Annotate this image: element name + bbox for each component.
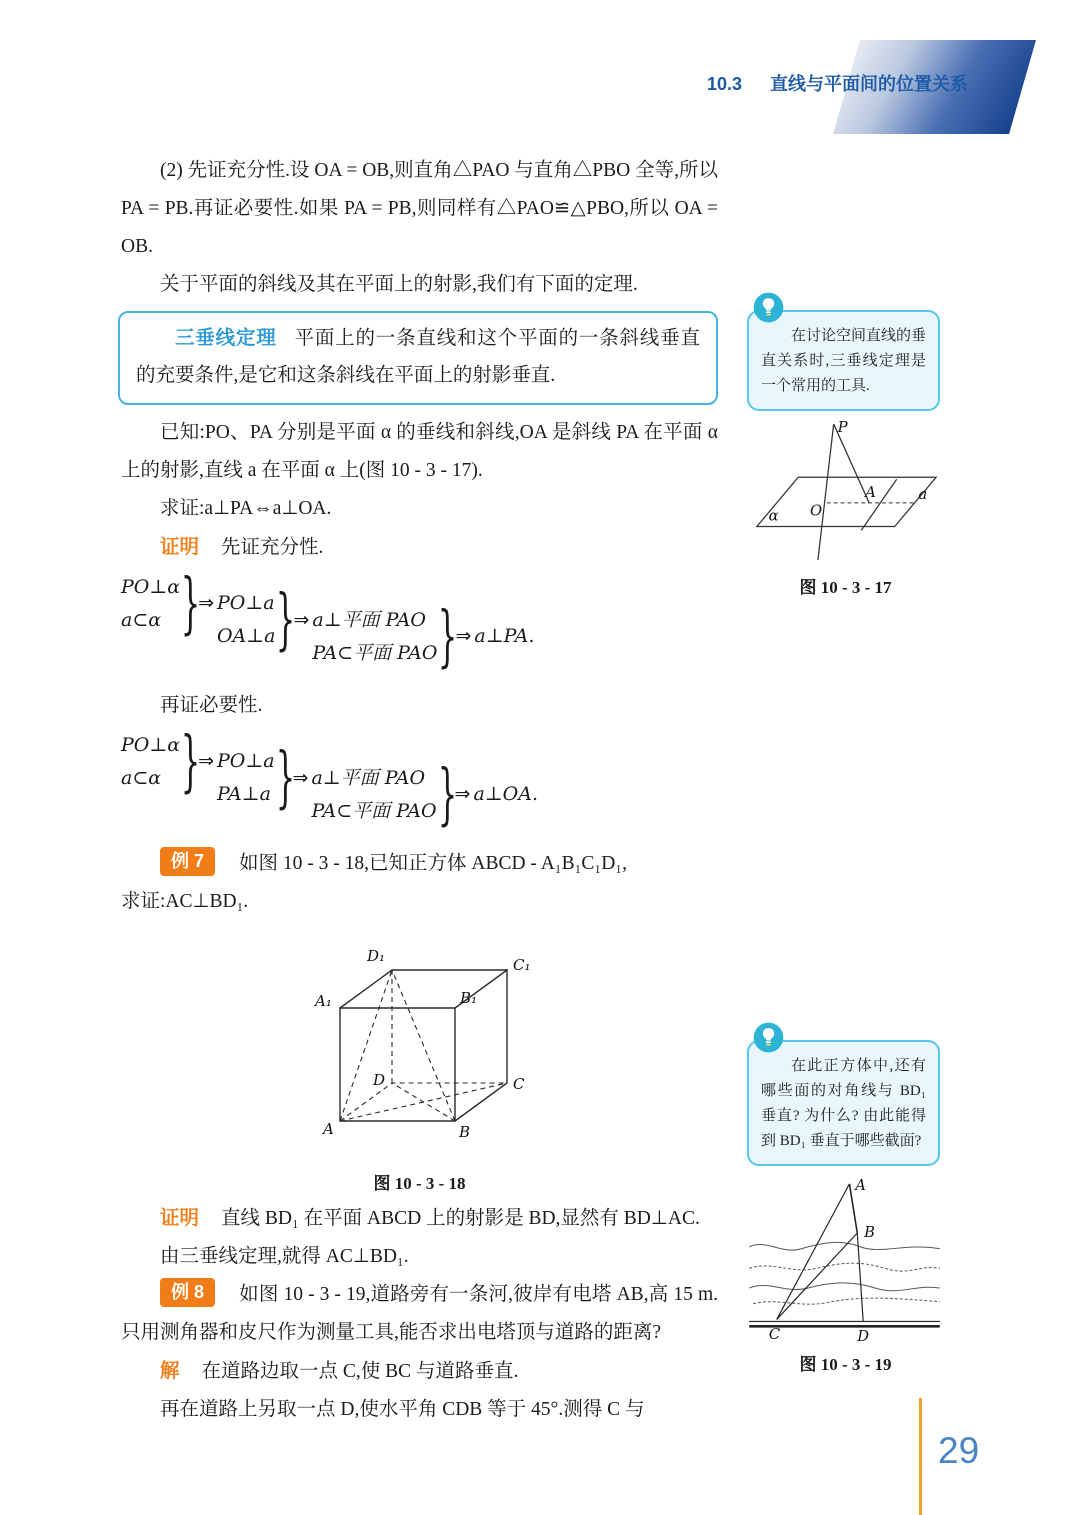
vertex-label-C: C <box>512 1075 524 1093</box>
callout-text: 在此正方体中,还有哪些面的对角线与 BD₁ 垂直? 为什么? 由此能得到 BD₁ 垂直于哪些截面? <box>761 1058 926 1149</box>
section-title: 直线与平面间的位置关系 <box>770 74 968 94</box>
implies-arrow: ⇒ <box>293 609 310 631</box>
sufficiency-text: 先证充分性. <box>221 537 324 558</box>
implies-arrow: ⇒ <box>292 767 309 789</box>
cube-hidden-edges-and-diagonals <box>340 970 507 1121</box>
plane-and-lines <box>757 424 936 560</box>
implies-arrow: ⇒ <box>198 592 214 614</box>
example8 <box>121 1276 718 1352</box>
paragraph-to-prove: 求证:a⊥PA⇔a⊥OA. <box>160 498 332 519</box>
deriv-line: PO⊥α <box>121 734 181 756</box>
figure-10-3-19 <box>747 1178 944 1380</box>
derivation-step2 <box>217 745 275 811</box>
brace: } <box>180 723 201 801</box>
example7 <box>121 845 718 883</box>
cube-figure <box>295 933 545 1167</box>
theorem-text <box>136 320 700 394</box>
vertex-label-B1: B₁ <box>459 989 477 1007</box>
brace: } <box>275 739 295 817</box>
main-content <box>121 152 718 1429</box>
label-A: A <box>855 1178 866 1194</box>
page-number: 29 <box>938 1430 980 1471</box>
label-P: P <box>837 420 848 436</box>
page-number-rule <box>919 1398 922 1515</box>
deriv-line: PO⊥α <box>121 576 181 598</box>
derivation-premises <box>121 729 180 795</box>
deriv-line: PO⊥a <box>216 750 275 772</box>
deriv-line: PA⊥a <box>216 783 271 805</box>
section-number: 10.3 <box>706 74 742 94</box>
brace: } <box>438 598 458 676</box>
label-A: A <box>865 483 876 501</box>
callout-tip-2 <box>747 1040 940 1166</box>
deriv-line: PA⊂平面 PAO <box>312 642 438 664</box>
theorem-box <box>118 311 718 405</box>
solution-label: 解 <box>160 1360 180 1382</box>
derivation-result: a⊥OA. <box>473 783 538 805</box>
derivation-step3 <box>312 604 437 670</box>
proof-label: 证明 <box>160 536 200 558</box>
paragraph-proof-start <box>121 528 718 567</box>
solution-text: 在道路边取一点 C,使 BC 与道路垂直. <box>201 1361 519 1382</box>
label-alpha: α <box>768 507 779 525</box>
page-header <box>707 70 968 96</box>
river <box>749 1242 940 1304</box>
cube-figure-svg <box>295 933 545 1153</box>
paragraph-necessity: 再证必要性. <box>160 695 263 716</box>
paragraph-intro: 关于平面的斜线及其在平面上的射影,我们有下面的定理. <box>160 274 638 295</box>
theorem-body: 平面上的一条直线和这个平面的一条斜线垂直的充要条件,是它和这条斜线在平面上的射影垂直. <box>136 328 700 386</box>
paragraph-proof-part2: (2) 先证充分性.设 OA = OB,则直角△PAO 与直角△PBO 全等,所以 PA = PB.再证必要性.如果 PA = PB,则同样有△PAO≌△PBO,所以 OA = OB. <box>121 160 718 257</box>
tower-and-sightlines <box>777 1184 863 1322</box>
derivation-sufficiency <box>121 565 718 676</box>
figure-10-3-17-caption: 图 10 - 3 - 17 <box>799 578 892 597</box>
vertex-label-D1: D₁ <box>366 947 385 965</box>
example7-text: 如图 10 - 3 - 18,已知正方体 ABCD - A₁B₁C₁D₁, <box>239 853 627 874</box>
proof-label: 证明 <box>160 1207 200 1229</box>
derivation-necessity <box>121 723 718 834</box>
deriv-line: PA⊂平面 PAO <box>311 800 437 822</box>
brace: } <box>276 581 296 659</box>
figure-10-3-19-svg <box>747 1178 944 1345</box>
deriv-line: a⊂α <box>121 609 162 631</box>
example8-solution-line2: 再在道路上另取一点 D,使水平角 CDB 等于 45°.测得 C 与 <box>160 1399 645 1420</box>
vertex-label-B: B <box>458 1123 470 1141</box>
theorem-title: 三垂线定理 <box>175 327 277 349</box>
vertex-label-A1: A₁ <box>314 992 332 1010</box>
example7-badge: 例 7 <box>160 847 215 876</box>
derivation-step2 <box>217 587 276 653</box>
deriv-line: OA⊥a <box>216 625 276 647</box>
implies-arrow: ⇒ <box>454 783 471 805</box>
deriv-line: a⊂α <box>121 767 162 789</box>
label-C: C <box>768 1326 781 1344</box>
callout-tip-1 <box>747 310 940 411</box>
example7-proof-conclusion: 由三垂线定理,就得 AC⊥BD₁. <box>160 1246 409 1267</box>
derivation-premises <box>121 571 180 637</box>
brace: } <box>437 756 457 834</box>
figure-labels <box>769 420 928 525</box>
brace: } <box>180 565 201 643</box>
implies-arrow: ⇒ <box>198 750 214 772</box>
paragraph-known: 已知:PO、PA 分别是平面 α 的垂线和斜线,OA 是斜线 PA 在平面 α 上的射影,直线 a 在平面 α 上(图 10 - 3 - 17). <box>121 422 718 481</box>
example8-solution <box>121 1352 718 1391</box>
vertex-label-D: D <box>372 1071 385 1089</box>
callout-text: 在讨论空间直线的垂直关系时,三垂线定理是一个常用的工具. <box>761 328 927 394</box>
deriv-line: PO⊥a <box>216 592 275 614</box>
deriv-line: a⊥平面 PAO <box>312 609 426 631</box>
example7-proof-text: 直线 BD₁ 在平面 ABCD 上的射影是 BD,显然有 BD⊥AC. <box>221 1208 700 1229</box>
figure-10-3-17-svg <box>747 420 944 568</box>
example8-text: 如图 10 - 3 - 19,道路旁有一条河,彼岸有电塔 AB,高 15 m.只用测角器和皮尺作为测量工具,能否求出电塔顶与道路的距离? <box>121 1284 718 1343</box>
derivation-result: a⊥PA. <box>474 625 535 647</box>
example8-badge: 例 8 <box>160 1278 215 1307</box>
cube-figure-caption: 图 10 - 3 - 18 <box>373 1174 466 1193</box>
derivation-step3 <box>311 762 436 828</box>
label-D: D <box>857 1328 870 1345</box>
label-B: B <box>864 1223 875 1241</box>
lightbulb-icon <box>753 1022 784 1053</box>
lightbulb-icon <box>753 292 784 323</box>
vertex-label-C1: C₁ <box>512 956 530 974</box>
label-a: a <box>918 485 928 503</box>
figure-10-3-19-caption: 图 10 - 3 - 19 <box>799 1355 892 1374</box>
vertex-label-A: A <box>322 1120 334 1138</box>
deriv-line: a⊥平面 PAO <box>311 767 426 789</box>
figure-10-3-17 <box>747 420 944 603</box>
example7-proof <box>121 1199 718 1238</box>
implies-arrow: ⇒ <box>455 625 472 647</box>
label-O: O <box>810 502 823 520</box>
example7-to-prove: 求证:AC⊥BD₁. <box>121 891 249 912</box>
